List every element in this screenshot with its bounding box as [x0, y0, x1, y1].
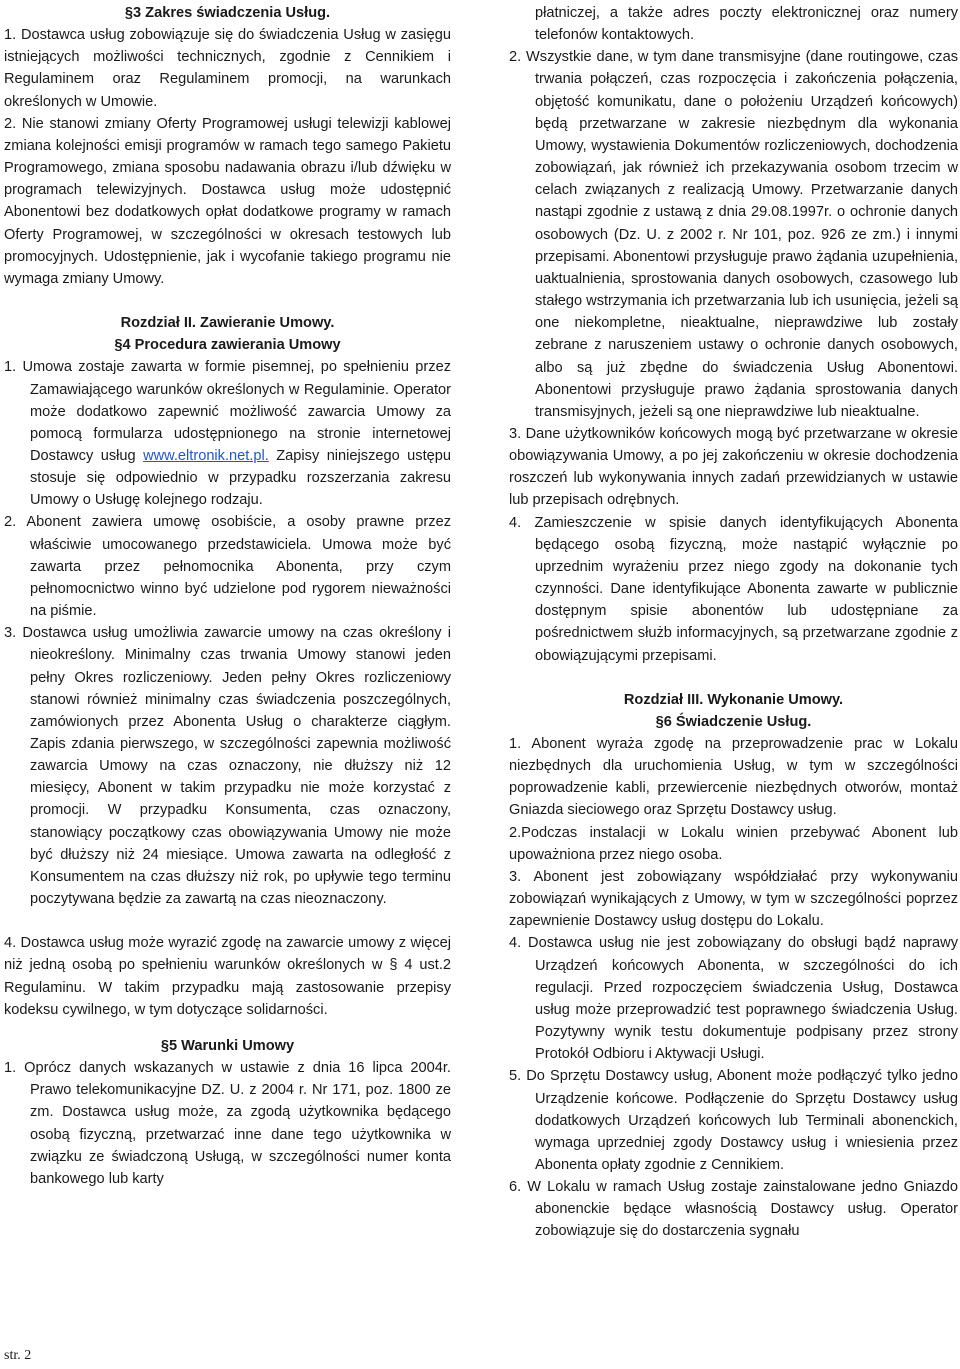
section-4-paragraph-1: 1. Umowa zostaje zawarta w formie pisemnej, po spełnieniu przez Zamawiającego warunków określonych w Regulaminie. Operator może dodatkowo zapewnić możliwość zawarcia Umowy za pomocą formularza udostępnionego na stronie internetowej Dostawcy usług www.eltronik.net.pl. Zapisy niniejszego ustępu stosuje się odpowiednio w przypadku rozszerzania zakresu Umowy o Usługę kolejnego rodzaju. [4, 359, 451, 509]
section-4-paragraph-4: 4. Dostawca usług może wyrazić zgodę na zawarcie umowy z więcej niż jedną osobą po spełnieniu warunków określonych w § 4 ust.2 Regulaminu. W takim przypadku mają zastosowanie przepisy kodeksu cywilnego, w tym dotyczące solidarności. [4, 935, 451, 1018]
section-3-paragraph-2: 2. Nie stanowi zmiany Oferty Programowej usługi telewizji kablowej zmiana kolejności emisji programów w ramach tego samego Pakietu Programowego, zmiana sposobu nadawania obrazu i/lub dźwięku w programach telewizyjnych. Dostawca usług może udostępnić Abonentowi bez dodatkowych opłat dodatkowe programy w ramach Oferty Programowej, w szczególności w okresach testowych lub promocyjnych. Udostępnienie, jak i wycofanie takiego programu nie wymaga zmiany Umowy. [4, 115, 451, 287]
section-5-paragraph-3: 3. Dane użytkowników końcowych mogą być przetwarzane w okresie obowiązywania Umowy, a po jej zakończeniu w okresie dochodzenia roszczeń lub wykonywania innych zadań przewidzianych w ustawie lub przepisach odrębnych. [509, 425, 958, 509]
section-3-heading: §3 Zakres świadczenia Usług. [124, 5, 331, 21]
section-5-paragraph-2: 2. Wszystkie dane, w tym dane transmisyjne (dane routingowe, czas trwania połączeń, czas rozpoczęcia i zakończenia połączenia, objętość komunikatu, dane o położeniu Urządzeń końcowych) będą przetwarzane w zakresie niezbędnym dla wykonania Umowy, wystawienia Dokumentów rozliczeniowych, dochodzenia zobowiązań, jak również ich przekazywania osobom trzecim w celach związanych z realizacją Umowy. Przetwarzanie danych nastąpi zgodnie z ustawą z dnia 29.08.1997r. o ochronie danych osobowych (Dz. U. z 2002 r. Nr 101, poz. 926 ze zm.) i innymi przepisami. Abonentowi przysługuje prawo żądania uzupełnienia, uaktualnienia, sprostowania danych osobowych, czasowego lub stałego wstrzymania ich przetwarzania lub ich usunięcia, jeżeli są one niekompletne, nieaktualne, nieprawdziwe lub zostały zebrane z naruszeniem ustawy o ochronie danych osobowych, albo są już zbędne do świadczenia Usług Abonentowi. Abonentowi przysługuje prawo żądania sprostowania danych transmisyjnych, jeżeli są one nieprawdziwe lub nieaktualne. [509, 49, 958, 420]
section-4-heading: §4 Procedura zawierania Umowy [114, 337, 341, 354]
section-5-paragraph-4: 4. Zamieszczenie w spisie danych identyfikujących Abonenta będącego osobą fizyczną, może nastąpić wyłącznie po uprzednim wyrażeniu przez niego zgody na dokonanie tych czynności. Dane identyfikujące Abonenta zawarte w publicznie dostępnym spisie abonentów lub udostępniane za pośrednictwem służb informacyjnych, są przetwarzane zgodnie z obowiązującymi przepisami. [509, 514, 958, 664]
chapter-3-heading: Rozdział III. Wykonanie Umowy. [623, 691, 844, 708]
section-6-heading: §6 Świadczenie Usług. [655, 713, 812, 730]
section-6-paragraph-1: 1. Abonent wyraża zgodę na przeprowadzenie prac w Lokalu niezbędnych dla uruchomienia Usług, w tym w szczególności poprowadzenie kabli, przewiercenie niezbędnych otworów, montaż Gniazda sieciowego oraz Sprzętu Dostawcy usług. [509, 736, 958, 819]
section-6-paragraph-5: 5. Do Sprzętu Dostawcy usług, Abonent może podłączyć tylko jedno Urządzenie końcowe. Podłączenie do Sprzętu Dostawcy usług dodatkowych Urządzeń końcowych lub Terminali abonenckich, wymaga uprzedniej zgody Dostawcy usług i wniesienia przez Abonenta opłaty zgodnie z Cennikiem. [509, 1068, 958, 1173]
section-5-paragraph-1: 1. Oprócz danych wskazanych w ustawie z dnia 16 lipca 2004r. Prawo telekomunikacyjne DZ. U. z 2004 r. Nr 171, poz. 1800 ze zm. Dostawca usług może, za zgodą użytkownika będącego osobą fizyczną, przetwarzać inne dane tego użytkownika w związku ze świadczoną Usługą, w szczególności numer konta bankowego lub karty [4, 1060, 451, 1187]
right-column [509, 2, 958, 1243]
section-6-paragraph-3: 3. Abonent jest zobowiązany współdziałać przy wykonywaniu zobowiązań wynikających z Umowy, w tym w szczególności poprzez zapewnienie Dostawcy usług dostępu do Lokalu. [509, 868, 958, 930]
section-6-paragraph-6: 6. W Lokalu w ramach Usług zostaje zainstalowane jedno Gniazdo abonenckie będące własnością Dostawcy usług. Operator zobowiązuje się do dostarczenia sygnału [509, 1179, 958, 1240]
section-4-paragraph-3: 3. Dostawca usług umożliwia zawarcie umowy na czas określony i nieokreślony. Minimalny czas trwania Umowy stanowi jeden pełny Okres rozliczeniowy. Jeden pełny Okres rozliczeniowy stanowi również minimalny czas świadczenia poszczególnych, zamówionych przez Abonenta Usług o charakterze ciągłym. Zapis zdania pierwszego, w szczególności zapewnia możliwość zawarcia Umowy na czas oznaczony, nie dłuższy niż 12 miesięcy, Abonent w takim przypadku nie może korzystać z promocji. W przypadku Konsumenta, czas oznaczony, stanowiący początkowy czas obowiązywania Umowy nie może być dłuższy niż 24 miesiące. Umowa zawarta na odległość z Konsumentem na czas dłuższy niż rok, po upływie tego terminu poczytywana będzie za zawartą na czas nieoznaczony. [4, 625, 451, 908]
chapter-2-heading: Rozdział II. Zawieranie Umowy. [120, 315, 335, 332]
website-link[interactable]: www.eltronik.net.pl. [143, 447, 269, 464]
section-5-heading: §5 Warunki Umowy [160, 1037, 295, 1054]
page-number: str. 2 [4, 1348, 32, 1363]
section-5-paragraph-1-continued: płatniczej, a także adres poczty elektronicznej oraz numery telefonów kontaktowych. [535, 5, 958, 44]
left-column [4, 2, 451, 1190]
section-3-paragraph-1: 1. Dostawca usług zobowiązuje się do świadczenia Usług w zasięgu istniejących możliwości technicznych, zgodnie z Cennikiem i Regulaminem oraz Regulaminem promocji, na warunkach określonych w Umowie. [4, 27, 451, 110]
section-6-paragraph-4: 4. Dostawca usług nie jest zobowiązany do obsługi bądź naprawy Urządzeń końcowych Abonenta, w szczególności do ich regulacji. Przed rozpoczęciem świadczenia Usług, Dostawca usług może przeprowadzić test poprawnego świadczenia Usług. Pozytywny wynik testu dokumentuje podpisany przez strony Protokół Odbioru i Aktywacji Usługi. [509, 935, 958, 1063]
section-4-paragraph-2: 2. Abonent zawiera umowę osobiście, a osoby prawne przez właściwie umocowanego przedstawiciela. Umowa może być zawarta przez pełnomocnika Abonenta, przy czym pełnomocnictwo winno być udzielone pod rygorem nieważności na piśmie. [4, 514, 451, 620]
section-6-paragraph-2: 2.Podczas instalacji w Lokalu winien przebywać Abonent lub upoważniona przez niego osoba. [509, 824, 958, 863]
